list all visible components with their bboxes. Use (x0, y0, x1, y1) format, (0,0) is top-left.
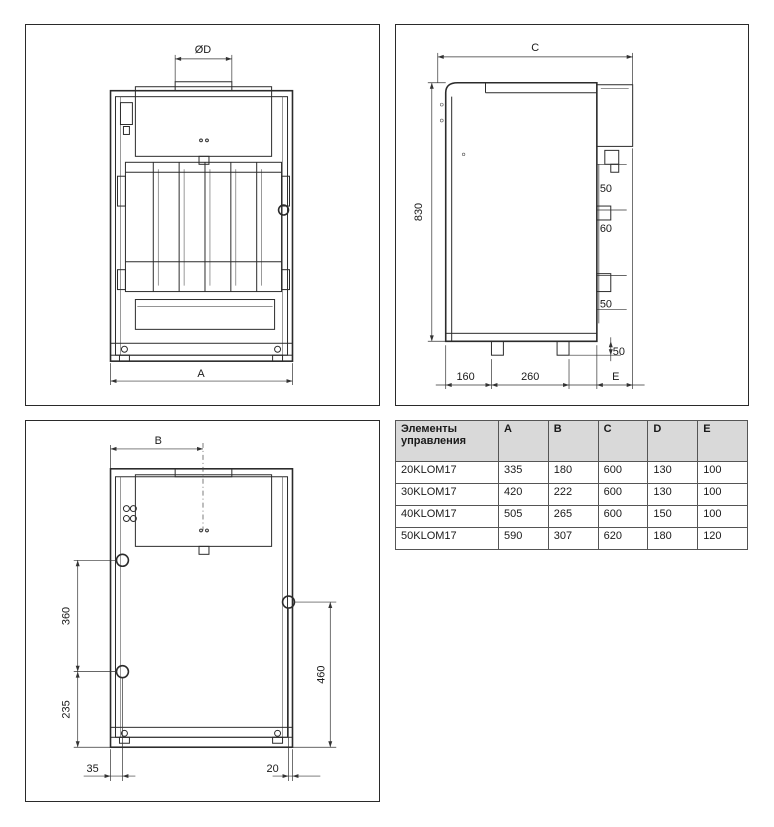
boiler-back-outline (111, 469, 293, 747)
table-cell: 20KLOM17 (396, 462, 499, 484)
table-cell: 335 (499, 462, 549, 484)
header-model: Элементы управления (396, 421, 499, 462)
table-cell: 590 (499, 528, 549, 550)
side-view-drawing (396, 25, 748, 405)
front-foot (491, 341, 503, 355)
heat-exchanger (125, 162, 281, 291)
dim-flue-offset-label: B (154, 434, 162, 447)
boiler-side-outline (446, 83, 597, 342)
header-c: C (598, 421, 648, 462)
table-cell: 307 (548, 528, 598, 550)
table-cell: 50KLOM17 (396, 528, 499, 550)
table-cell: 100 (698, 484, 748, 506)
table-cell: 600 (598, 506, 648, 528)
rear-hood (597, 85, 633, 147)
table-cell: 40KLOM17 (396, 506, 499, 528)
burner-chamber (135, 300, 274, 330)
table-row (396, 528, 748, 550)
boiler-body-outline (111, 91, 293, 361)
table-cell: 150 (648, 506, 698, 528)
header-b: B (548, 421, 598, 462)
rear-draught-hood (135, 475, 271, 547)
table-cell: 265 (548, 506, 598, 528)
dim-foot-label: 50 (612, 346, 625, 359)
table-cell: 130 (648, 484, 698, 506)
dim-rear-label: E (612, 371, 620, 384)
table-cell: 222 (548, 484, 598, 506)
table-row (396, 506, 748, 528)
upper-rear-connection (116, 554, 128, 566)
table-cell: 180 (548, 462, 598, 484)
dim-conn2-label: 60 (599, 222, 612, 235)
table-cell: 180 (648, 528, 698, 550)
dim-side-conn-label: 460 (315, 665, 328, 684)
lower-rear-connection (116, 666, 128, 678)
table-cell: 600 (598, 484, 648, 506)
dim-front-offset-label: 160 (456, 371, 475, 384)
table-row (396, 484, 748, 506)
table-cell: 600 (598, 462, 648, 484)
dimensions-table (395, 420, 748, 550)
table-header-row (396, 421, 748, 462)
dim-width-label: A (197, 368, 205, 381)
front-view-drawing (26, 25, 379, 405)
table-cell: 130 (648, 462, 698, 484)
table-cell: 505 (499, 506, 549, 528)
dim-left-edge-label: 35 (86, 763, 99, 776)
header-a: A (499, 421, 549, 462)
table-cell: 120 (698, 528, 748, 550)
dim-right-edge-label: 20 (266, 763, 279, 776)
table-cell: 420 (499, 484, 549, 506)
table-cell: 620 (598, 528, 648, 550)
table-cell: 100 (698, 506, 748, 528)
table-cell: 30KLOM17 (396, 484, 499, 506)
dim-lower-conn-label: 235 (60, 700, 73, 719)
rear-foot (557, 341, 569, 355)
back-view-panel (25, 420, 380, 802)
dim-height-label: 830 (412, 202, 425, 222)
table-row (396, 462, 748, 484)
dim-foot-span-label: 260 (521, 371, 540, 384)
dim-conn1-label: 50 (599, 183, 612, 196)
dim-conn3-label: 50 (599, 298, 612, 311)
table-cell: 100 (698, 462, 748, 484)
dim-depth-label: C (531, 41, 540, 54)
header-e: E (698, 421, 748, 462)
back-view-drawing (26, 421, 379, 801)
header-d: D (648, 421, 698, 462)
side-view-panel (395, 24, 749, 406)
front-view-panel (25, 24, 380, 406)
dim-upper-conn-label: 360 (60, 606, 73, 626)
dim-flue-label: ØD (194, 43, 212, 56)
